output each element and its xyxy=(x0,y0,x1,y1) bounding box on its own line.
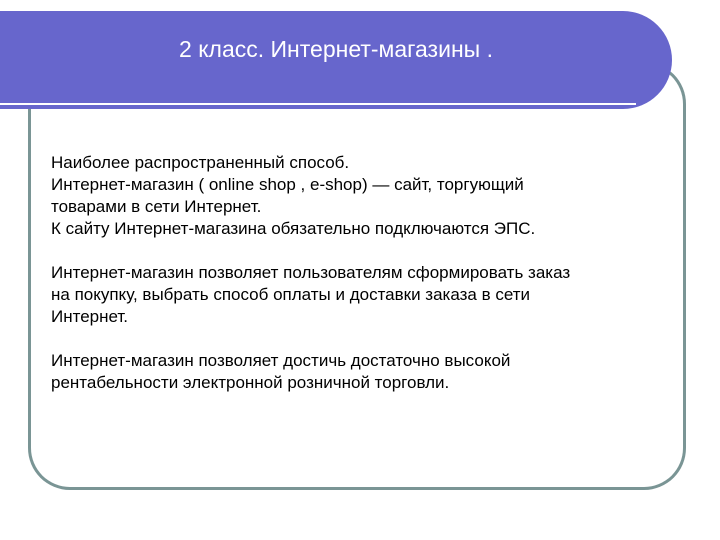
text-line: рентабельности электронной розничной торговли. xyxy=(51,373,450,392)
slide-body xyxy=(51,152,681,416)
text-line: К сайту Интернет-магазина обязательно подключаются ЭПС. xyxy=(51,219,536,238)
text-line: Интернет-магазин позволяет пользователям сформировать заказ xyxy=(51,263,571,282)
text-line: Интернет. xyxy=(51,307,129,326)
paragraph-3 xyxy=(51,350,681,394)
paragraph-1 xyxy=(51,152,681,240)
text-line: Интернет-магазин позволяет достичь достаточно высокой xyxy=(51,351,511,370)
text-line: Интернет-магазин ( online shop , e-shop) — сайт, торгующий xyxy=(51,175,524,194)
text-line: на покупку, выбрать способ оплаты и доставки заказа в сети xyxy=(51,285,531,304)
title-bar xyxy=(0,11,672,109)
text-line: товарами в сети Интернет. xyxy=(51,197,262,216)
text-line: Наиболее распространенный способ. xyxy=(51,153,350,172)
slide-title: 2 класс. Интернет-магазины . xyxy=(179,36,493,62)
title-underline xyxy=(0,103,636,105)
paragraph-2 xyxy=(51,262,681,328)
